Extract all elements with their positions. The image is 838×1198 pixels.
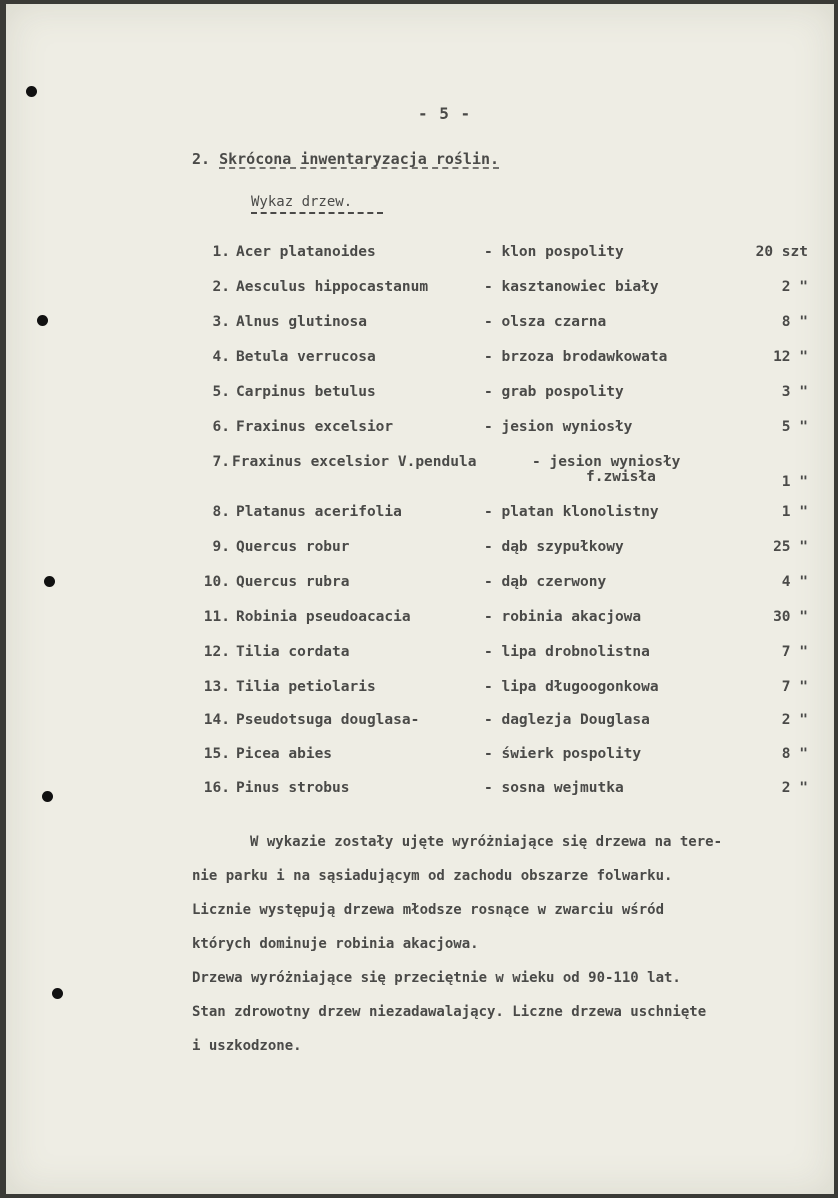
latin-name: Betula verrucosa (236, 349, 376, 365)
polish-name-continuation: f.zwisła (586, 469, 656, 485)
list-item (6, 746, 834, 768)
tree-count: 3 " (781, 384, 808, 400)
item-number: 4. (212, 349, 230, 365)
item-number: 1. (212, 244, 230, 260)
latin-name: Acer platanoides (236, 244, 376, 260)
list-item (6, 679, 834, 701)
latin-name: Alnus glutinosa (236, 314, 367, 330)
tree-count: 2 " (781, 780, 808, 796)
list-item (6, 539, 834, 561)
item-number: 11. (203, 609, 230, 625)
item-number: 6. (212, 419, 230, 435)
list-item (6, 244, 834, 266)
polish-name: - kasztanowiec biały (484, 279, 659, 295)
tree-count: 8 " (781, 314, 808, 330)
item-number: 13. (203, 679, 230, 695)
tree-count: 1 " (781, 474, 808, 490)
tree-count: 7 " (781, 644, 808, 660)
paragraph-line: których dominuje robinia akacjowa. (192, 936, 479, 952)
page-number: - 5 - (418, 104, 472, 123)
item-number: 8. (212, 504, 230, 520)
tree-count: 5 " (781, 419, 808, 435)
latin-name: Quercus rubra (236, 574, 350, 590)
latin-name: Pinus strobus (236, 780, 350, 796)
latin-name: Platanus acerifolia (236, 504, 402, 520)
tree-count: 25 " (773, 539, 808, 555)
latin-name: Picea abies (236, 746, 333, 762)
punch-hole (26, 86, 37, 97)
paragraph-line: Stan zdrowotny drzew niezadawalający. Liczne drzewa uschnięte (192, 1004, 707, 1020)
list-item (6, 609, 834, 631)
polish-name: - dąb szypułkowy (484, 539, 624, 555)
list-item (6, 419, 834, 441)
section-heading (192, 150, 499, 168)
list-item (6, 279, 834, 301)
tree-count: 2 " (781, 712, 808, 728)
list-item (6, 349, 834, 371)
polish-name: - daglezja Douglasa (484, 712, 650, 728)
list-item (6, 314, 834, 336)
latin-name: Pseudotsuga douglasa- (236, 712, 420, 728)
list-item (6, 780, 834, 802)
polish-name: - olsza czarna (484, 314, 607, 330)
paragraph-line: W wykazie zostały ujęte wyróżniające się drzewa na tere- (250, 834, 723, 850)
latin-name: Quercus robur (236, 539, 350, 555)
polish-name: - lipa drobnolistna (484, 644, 650, 660)
polish-name: - platan klonolistny (484, 504, 659, 520)
list-item (6, 504, 834, 526)
section-number: 2. (192, 150, 211, 168)
list-item (6, 574, 834, 596)
polish-name: - robinia akacjowa (484, 609, 642, 625)
polish-name: - grab pospolity (484, 384, 624, 400)
latin-name: Carpinus betulus (236, 384, 376, 400)
item-number: 16. (203, 780, 230, 796)
list-item (6, 474, 834, 496)
latin-name: Aesculus hippocastanum (236, 279, 429, 295)
latin-name: Tilia petiolaris (236, 679, 376, 695)
polish-name: - jesion wyniosły (532, 454, 681, 470)
polish-name: - brzoza brodawkowata (484, 349, 668, 365)
tree-count: 7 " (781, 679, 808, 695)
list-subheading: Wykaz drzew. (251, 194, 353, 210)
item-number: 5. (212, 384, 230, 400)
subheading-underline (251, 212, 383, 214)
section-title: Skrócona inwentaryzacja roślin. (219, 150, 500, 168)
paragraph-line: i uszkodzone. (192, 1038, 302, 1054)
item-number: 15. (203, 746, 230, 762)
tree-count: 30 " (773, 609, 808, 625)
item-number: 3. (212, 314, 230, 330)
paragraph-line: nie parku i na sąsiadującym od zachodu obszarze folwarku. (192, 868, 673, 884)
list-item (6, 712, 834, 734)
polish-name: - świerk pospolity (484, 746, 642, 762)
latin-name: Robinia pseudoacacia (236, 609, 411, 625)
polish-name: - lipa długoogonkowa (484, 679, 659, 695)
item-number: 10. (203, 574, 230, 590)
list-item (6, 384, 834, 406)
tree-count: 20 szt (755, 244, 808, 260)
item-number: 14. (203, 712, 230, 728)
paragraph-line: Licznie występują drzewa młodsze rosnące w zwarciu wśród (192, 902, 665, 918)
tree-count: 12 " (773, 349, 808, 365)
polish-name: - jesion wyniosły (484, 419, 633, 435)
latin-name: Fraxinus excelsior (236, 419, 394, 435)
paragraph-line: Drzewa wyróżniające się przeciętnie w wieku od 90-110 lat. (192, 970, 681, 986)
tree-count: 2 " (781, 279, 808, 295)
document-page (6, 4, 834, 1194)
latin-name: Tilia cordata (236, 644, 350, 660)
punch-hole (52, 988, 63, 999)
tree-count: 8 " (781, 746, 808, 762)
list-item (6, 454, 834, 476)
tree-count: 1 " (781, 504, 808, 520)
polish-name: - klon pospolity (484, 244, 624, 260)
item-number: 9. (212, 539, 230, 555)
latin-name: Fraxinus excelsior V.pendula (232, 454, 477, 470)
item-number: 2. (212, 279, 230, 295)
polish-name: - sosna wejmutka (484, 780, 624, 796)
polish-name: - dąb czerwony (484, 574, 607, 590)
item-number: 12. (203, 644, 230, 660)
item-number: 7. (212, 454, 230, 470)
tree-count: 4 " (781, 574, 808, 590)
list-item (6, 644, 834, 666)
